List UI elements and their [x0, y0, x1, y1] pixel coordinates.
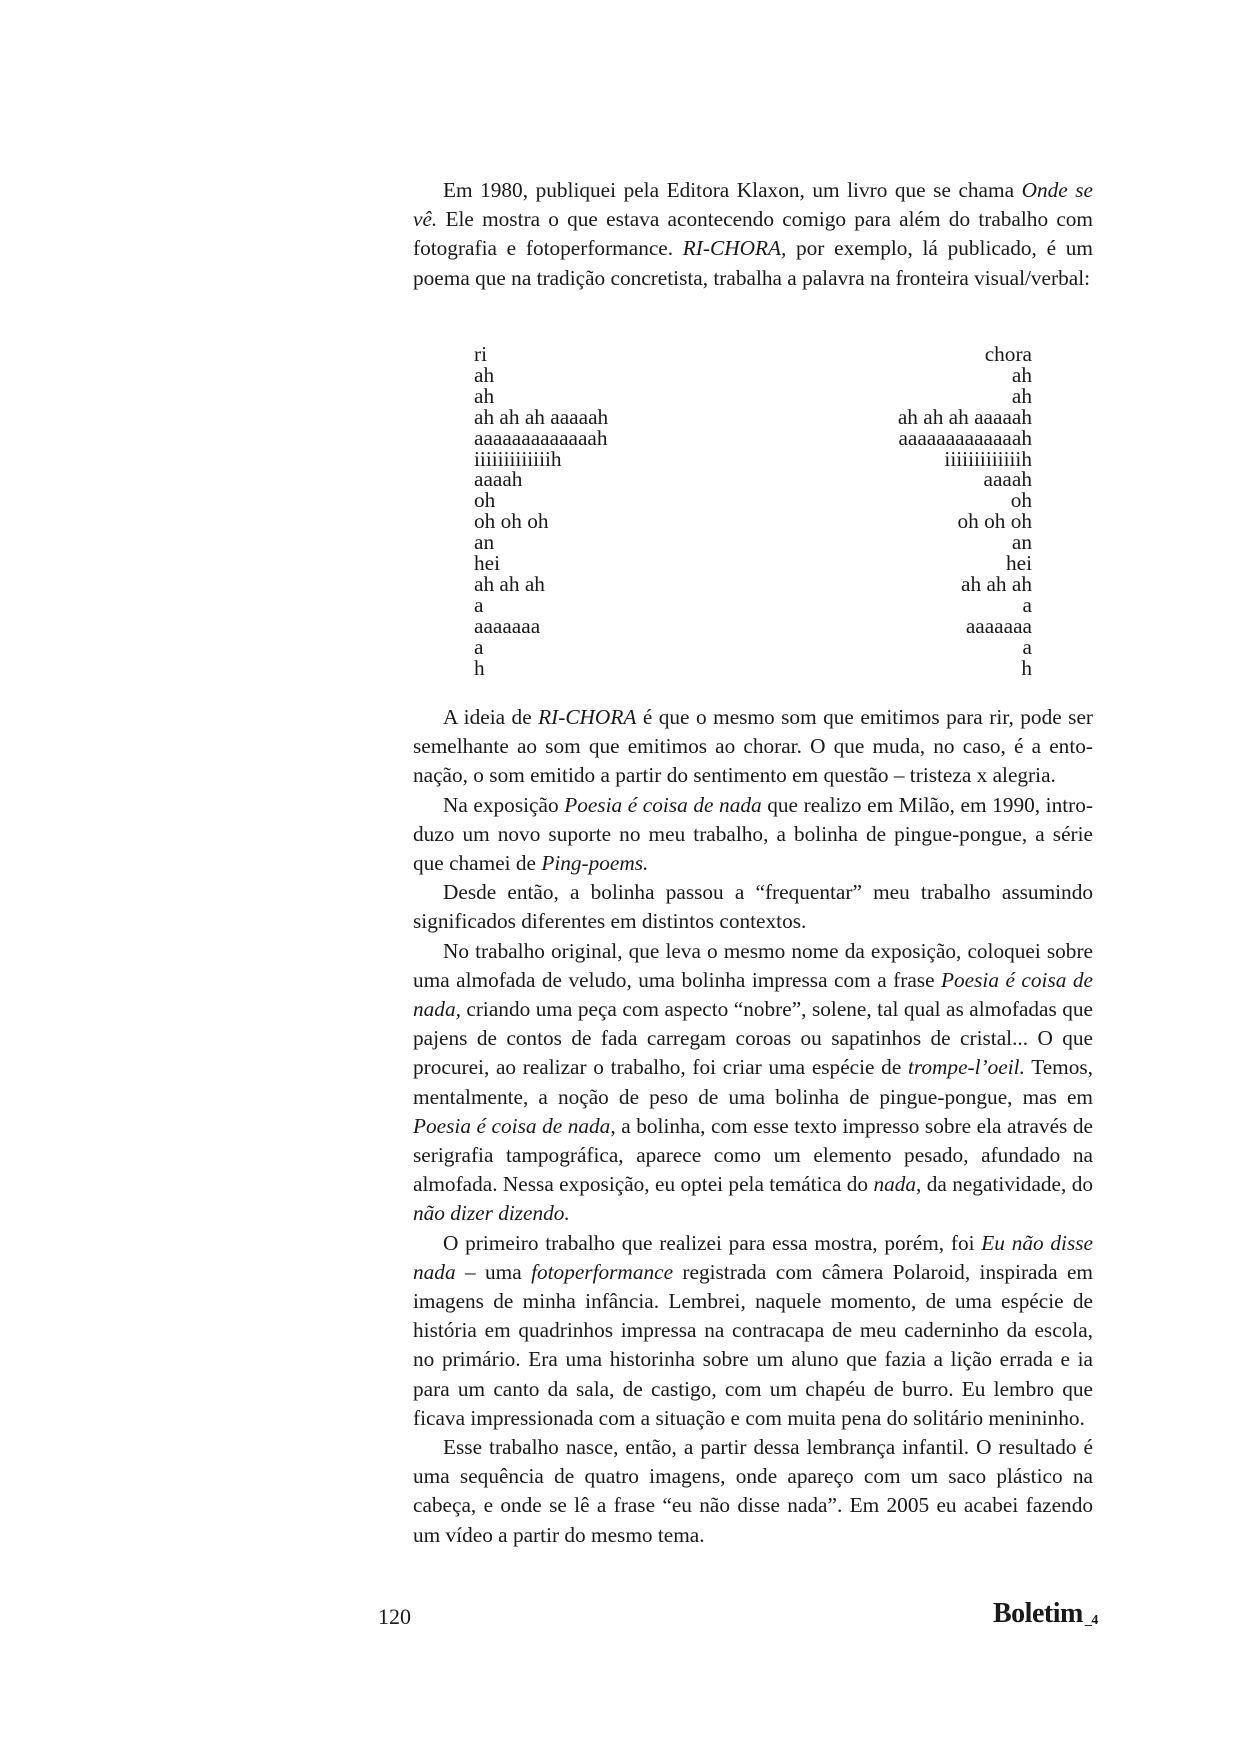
italic-term: trompe-l’oeil. [907, 1055, 1025, 1080]
work-title: Poesia é coisa de nada, [413, 967, 1093, 1022]
text-run: que realizo em Milão, em 1990, introduzo um novo suporte no meu trabalho, a bolinha de pingue-pongue, a série que chamei de [413, 792, 1093, 876]
poem-line: oh [474, 488, 496, 513]
poem-line: aaaah [474, 467, 523, 492]
poem-line: iiiiiiiiiiiiih [944, 446, 1032, 471]
poem-line: ri [474, 342, 488, 366]
paragraph [413, 1433, 1093, 1550]
text-run: , da negatividade, do [916, 1172, 1093, 1197]
poem-line: a [1022, 634, 1032, 659]
text-run: O primeiro trabalho que realizei para essa mostra, porém, foi [443, 1230, 982, 1255]
intro-section [413, 176, 1093, 293]
text-run: – uma [455, 1259, 532, 1284]
poem-line: a [474, 634, 484, 659]
poem-line: ah ah ah aaaaah [897, 404, 1032, 429]
book-title: Onde se vê. [413, 178, 1093, 232]
poem-line: aaaaaaaaaaaaah [474, 425, 608, 450]
poem-line: h [1021, 655, 1032, 680]
poem-title: RI-CHORA [538, 705, 637, 729]
poem-line: aaaaaaaaaaaaah [898, 425, 1032, 450]
poem-line: ah [474, 383, 495, 408]
poem-line: ah ah ah [961, 571, 1032, 596]
poem-line: aaaaaaa [965, 613, 1032, 638]
text-run: registrada com câmera Polaroid, inspirada em imagens de minha infância. Lembrei, naquele momento, de uma espécie de história em quadrinhos impressa na contracapa de meu caderninho da escola, no primário. Era uma historinha sobre um aluno que fazia a lição errada e ia para um canto da sala, de castigo, com um chapéu de burro. Eu lembro que ficava impressionada com a situação e com muita pena do solitário menininho. [413, 1259, 1093, 1430]
text-run: Esse trabalho nasce, então, a partir dessa lembrança infantil. O resultado é uma sequência de quatro imagens, onde apareço com um saco plástico na cabeça, e onde se lê a frase “eu não disse nada”. Em 2005 eu acabei fazendo um vídeo a partir do mesmo tema. [413, 1435, 1093, 1547]
poem-line: ah ah ah [474, 571, 545, 596]
poem-line: chora [984, 342, 1032, 366]
poem-left-column [474, 344, 608, 679]
poem-line: iiiiiiiiiiiiih [474, 446, 562, 471]
issue-number: _4 [1084, 1613, 1098, 1628]
text-run: No trabalho original, que leva o mesmo nome da exposição, coloquei sobre uma almofada de veludo, uma bolinha impressa com a frase [413, 938, 1093, 992]
poem-line: hei [1005, 551, 1032, 576]
poem-line: oh oh oh [474, 509, 549, 534]
poem-line: hei [474, 551, 501, 576]
text-run: Na exposição [443, 792, 565, 817]
journal-logo [993, 1598, 1098, 1630]
work-title: Poesia é coisa de nada [413, 1113, 611, 1138]
body-section [413, 703, 1093, 1550]
poem-line: an [474, 530, 495, 555]
text-run: A ideia de [443, 705, 539, 729]
text-run: Temos, mentalmente, a noção de peso de uma bolinha de pingue-pongue, mas em [413, 1055, 1093, 1109]
poem-line: ah [1011, 383, 1032, 408]
poem-line: ah ah ah aaaaah [474, 404, 609, 429]
poem-line: ah [474, 362, 495, 387]
poem-right-column [898, 344, 1032, 679]
poem-line: an [1011, 530, 1032, 555]
work-title: Eu não disse nada [413, 1230, 1093, 1284]
text-run: Desde então, a bolinha passou a “frequentar” meu trabalho assumindo significados diferentes em distintos contextos. [413, 880, 1093, 934]
italic-term: não dizer dizendo. [413, 1201, 570, 1226]
poem-line: aaaah [983, 467, 1032, 492]
poem-line: aaaaaaa [474, 613, 541, 638]
text-run: , a bolinha, com esse texto impresso sobre ela através de serigrafia tampográfica, aparece como um elemento pesado, afundado na almofada. Nessa exposição, eu optei pela temática do [413, 1113, 1093, 1197]
italic-term: nada [873, 1172, 917, 1197]
poem-line: h [474, 655, 485, 680]
text-run: Ele mostra o que estava acontecendo comigo para além do trabalho com fotografia e fotoperformance. [413, 207, 1093, 261]
text-run: por exemplo, lá publicado, é um poema que na tradição concretista, trabalha a palavra na fronteira visual/verbal: [413, 236, 1093, 290]
paragraph [413, 878, 1093, 936]
paragraph [413, 1229, 1093, 1433]
poem-line: oh oh oh [957, 509, 1032, 534]
page-number: 120 [378, 1604, 411, 1629]
text-run: criando uma peça com aspecto “nobre”, solene, tal qual as almofadas que pajens de contos de fada carregam coroas ou sapatinhos de cristal... O que procurei, ao realizar o trabalho, foi criar uma espécie de [413, 997, 1093, 1080]
journal-name: Boletim [993, 1598, 1083, 1629]
italic-term: fotoperformance [531, 1259, 674, 1284]
exhibition-title: Poesia é coisa de nada [564, 792, 762, 817]
poem-title: RI-CHORA, [682, 236, 787, 261]
text-run: é que o mesmo som que emitimos para rir, pode ser semelhante ao som que emitimos ao chorar. O que muda, no caso, é a entonação, o som emitido a partir do sentimento em questão – tristeza x alegria. [413, 705, 1093, 788]
poem-line: ah [1011, 362, 1032, 387]
text-run: Em 1980, publiquei pela Editora Klaxon, um livro que se chama [443, 178, 1022, 202]
paragraph [413, 937, 1093, 1229]
paragraph [413, 703, 1093, 791]
poem-line: oh [1010, 488, 1032, 513]
poem-line: a [474, 592, 484, 617]
series-title: Ping-poems. [541, 851, 649, 876]
paragraph [413, 791, 1093, 879]
poem-line: a [1022, 592, 1032, 617]
paragraph-intro [413, 176, 1093, 293]
